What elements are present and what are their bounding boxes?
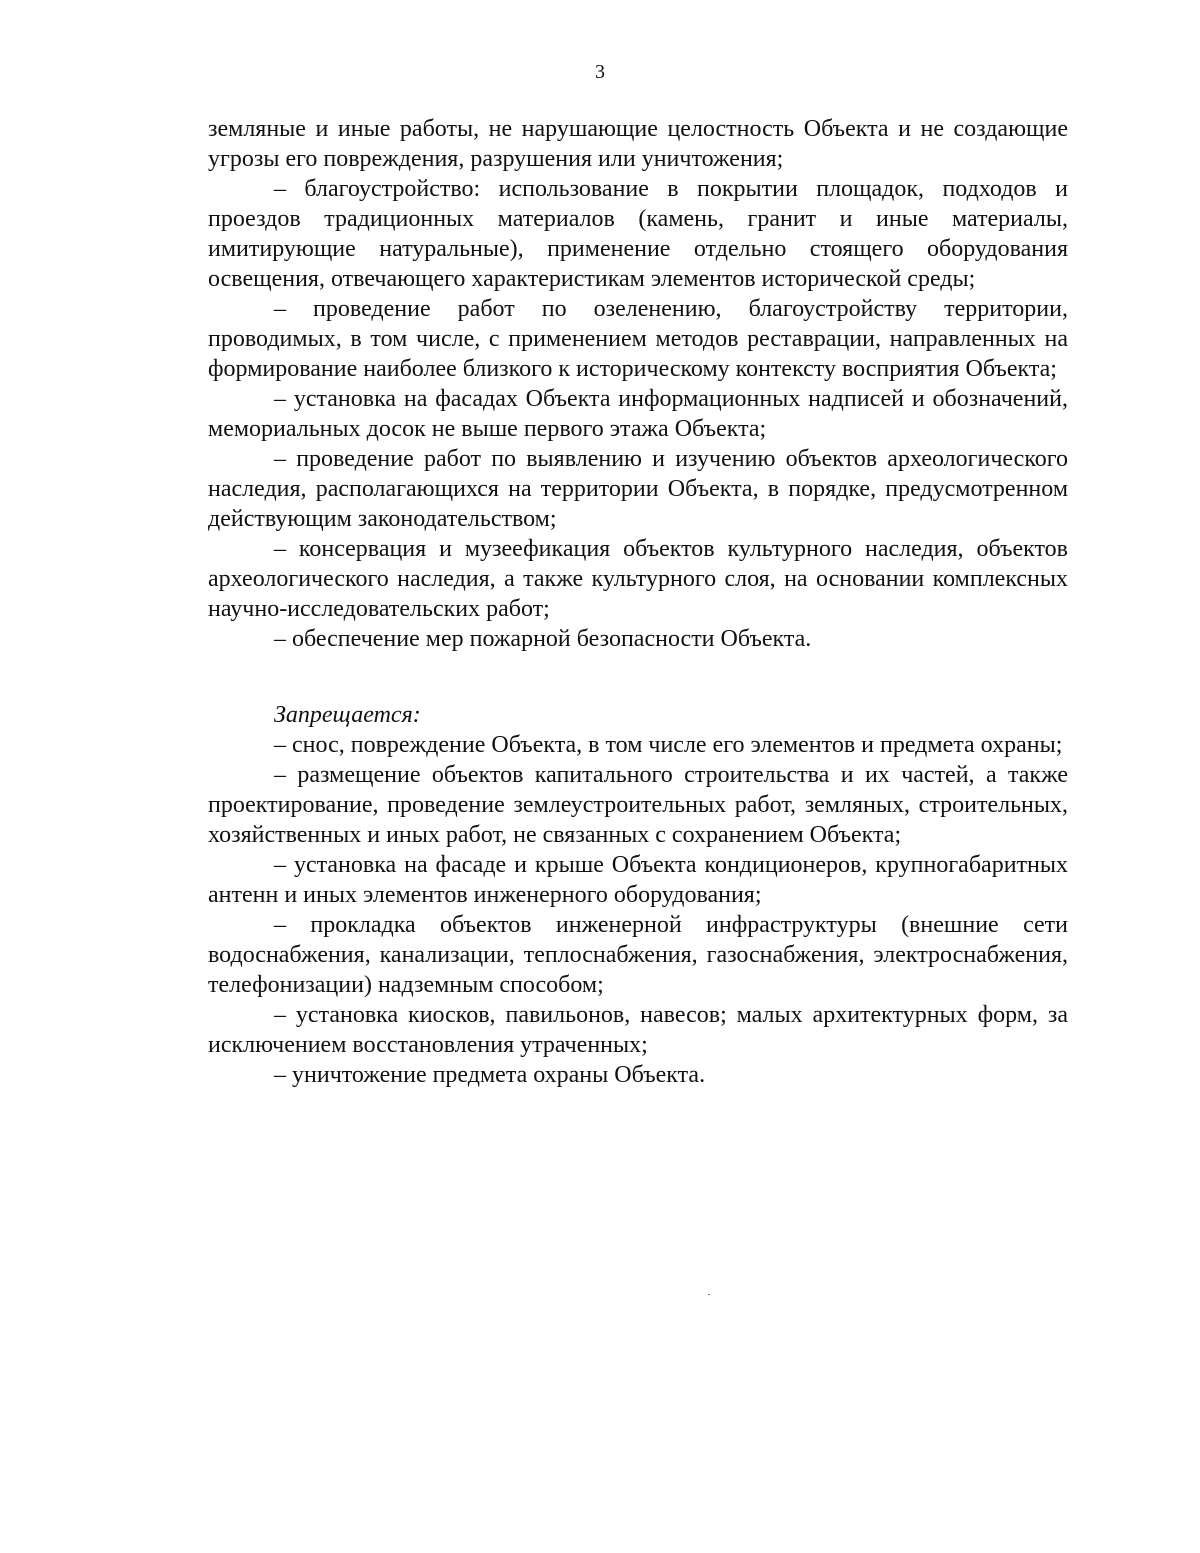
prohibited-item-destruction: – уничтожение предмета охраны Объекта. [274,1062,706,1088]
document-body [208,114,1068,1090]
page-number: 3 [595,61,605,83]
prohibited-item-kiosks: – установка киосков, павильонов, навесов; малых архитектурных форм, за исключением восстановления утраченных; [208,1002,1068,1058]
allowed-item-landscaping: – благоустройство: использование в покрытии площадок, подходов и проездов традиционных материалов (камень, гранит и иные материалы, имитирующие натуральные), применение отдельно стоящего оборудования освещения, отвечающего характеристикам элементов исторической среды; [208,176,1068,292]
prohibited-item-construction: – размещение объектов капитального строительства и их частей, а также проектирование, проведение землеустроительных работ, земляных, строительных, хозяйственных и иных работ, не связанных с сохранением Объекта; [208,762,1068,848]
prohibited-item-utilities: – прокладка объектов инженерной инфраструктуры (внешние сети водоснабжения, канализации, теплоснабжения, газоснабжения, электроснабжения, телефонизации) надземным способом; [208,912,1068,998]
scan-speck [708,1294,710,1295]
allowed-item-archaeology: – проведение работ по выявлению и изучению объектов археологического наследия, располагающихся на территории Объекта, в порядке, предусмотренном действующим законодательством; [208,446,1068,532]
allowed-works-section [208,114,1068,654]
allowed-item-continuation: земляные и иные работы, не нарушающие целостность Объекта и не создающие угрозы его повреждения, разрушения или уничтожения; [208,116,1068,172]
allowed-item-greening: – проведение работ по озеленению, благоустройству территории, проводимых, в том числе, с применением методов реставрации, направленных на формирование наиболее близкого к историческому контексту восприятия Объекта; [208,296,1068,382]
allowed-item-conservation: – консервация и музеефикация объектов культурного наследия, объектов археологического наследия, а также культурного слоя, на основании комплексных научно-исследовательских работ; [208,536,1068,622]
prohibited-works-section [208,700,1068,1090]
prohibited-item-equipment: – установка на фасаде и крыше Объекта кондиционеров, крупногабаритных антенн и иных элементов инженерного оборудования; [208,852,1068,908]
allowed-item-signage: – установка на фасадах Объекта информационных надписей и обозначений, мемориальных досок не выше первого этажа Объекта; [208,386,1068,442]
prohibited-heading: Запрещается: [274,702,421,728]
prohibited-item-demolition: – снос, повреждение Объекта, в том числе его элементов и предмета охраны; [274,732,1063,758]
allowed-item-fire-safety: – обеспечение мер пожарной безопасности Объекта. [274,626,812,652]
